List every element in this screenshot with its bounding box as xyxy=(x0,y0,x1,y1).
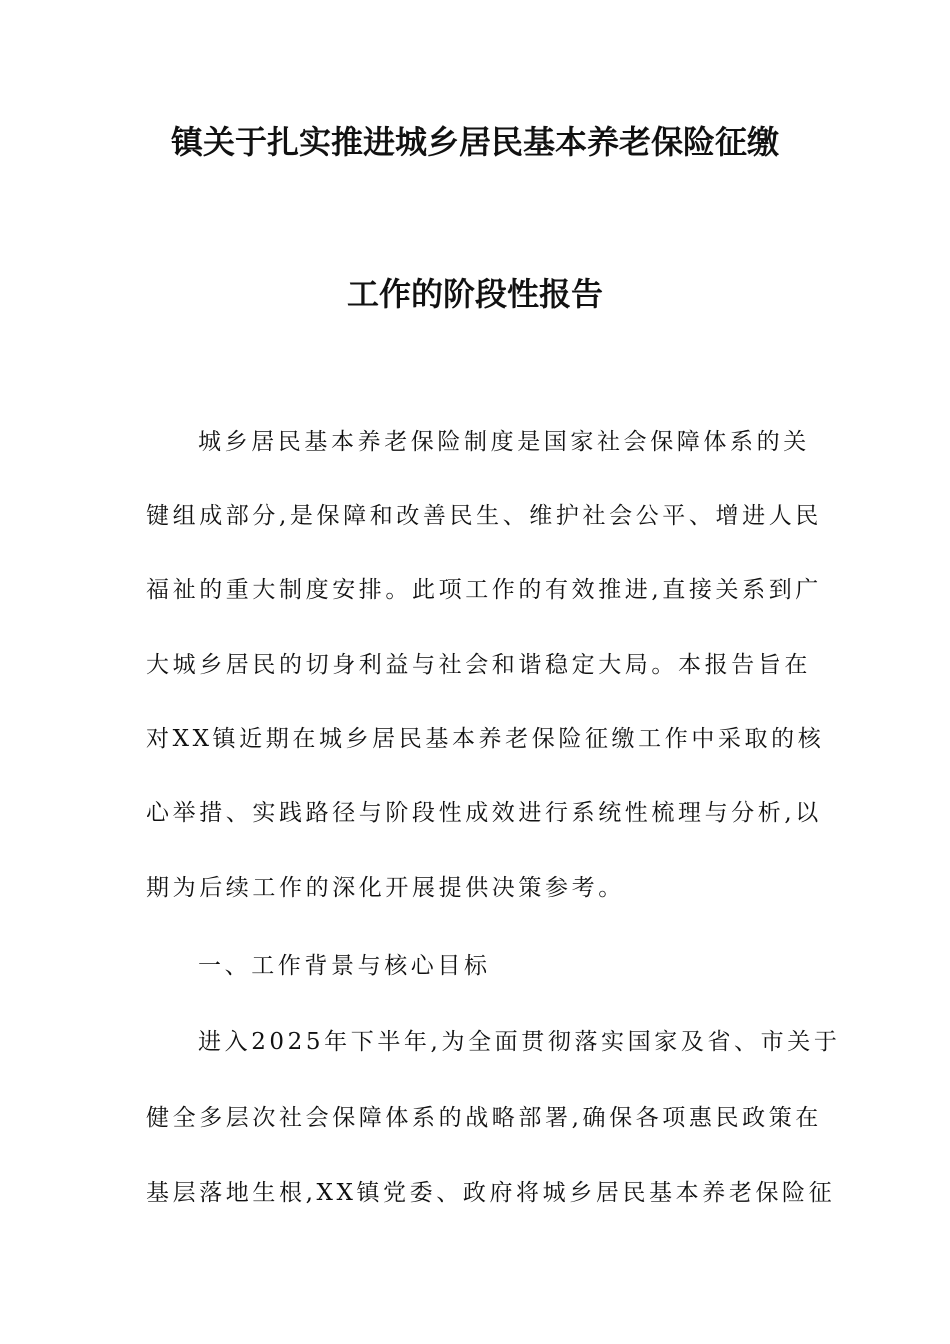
section-heading-1: 一、工作背景与核心目标 xyxy=(198,953,491,979)
paragraph-1-line-7: 期为后续工作的深化开展提供决策参考。 xyxy=(146,875,625,901)
paragraph-1-line-5: 对XX镇近期在城乡居民基本养老保险征缴工作中采取的核 xyxy=(146,726,825,752)
paragraph-2-line-2: 健全多层次社会保障体系的战略部署,确保各项惠民政策在 xyxy=(146,1105,822,1131)
paragraph-1-line-6: 心举措、实践路径与阶段性成效进行系统性梳理与分析,以 xyxy=(146,800,822,826)
paragraph-2-line-3: 基层落地生根,XX镇党委、政府将城乡居民基本养老保险征 xyxy=(146,1180,836,1206)
paragraph-2-line-1: 进入2025年下半年,为全面贯彻落实国家及省、市关于 xyxy=(198,1029,841,1055)
paragraph-1-line-3: 福祉的重大制度安排。此项工作的有效推进,直接关系到广 xyxy=(146,577,822,603)
paragraph-1-line-4: 大城乡居民的切身利益与社会和谐稳定大局。本报告旨在 xyxy=(146,652,811,678)
paragraph-1-line-2: 键组成部分,是保障和改善民生、维护社会公平、增进人民 xyxy=(146,503,822,529)
document-title-line-2: 工作的阶段性报告 xyxy=(346,275,603,313)
document-title-line-1: 镇关于扎实推进城乡居民基本养老保险征缴 xyxy=(170,123,779,161)
paragraph-1-line-1: 城乡居民基本养老保险制度是国家社会保障体系的关 xyxy=(198,429,810,455)
